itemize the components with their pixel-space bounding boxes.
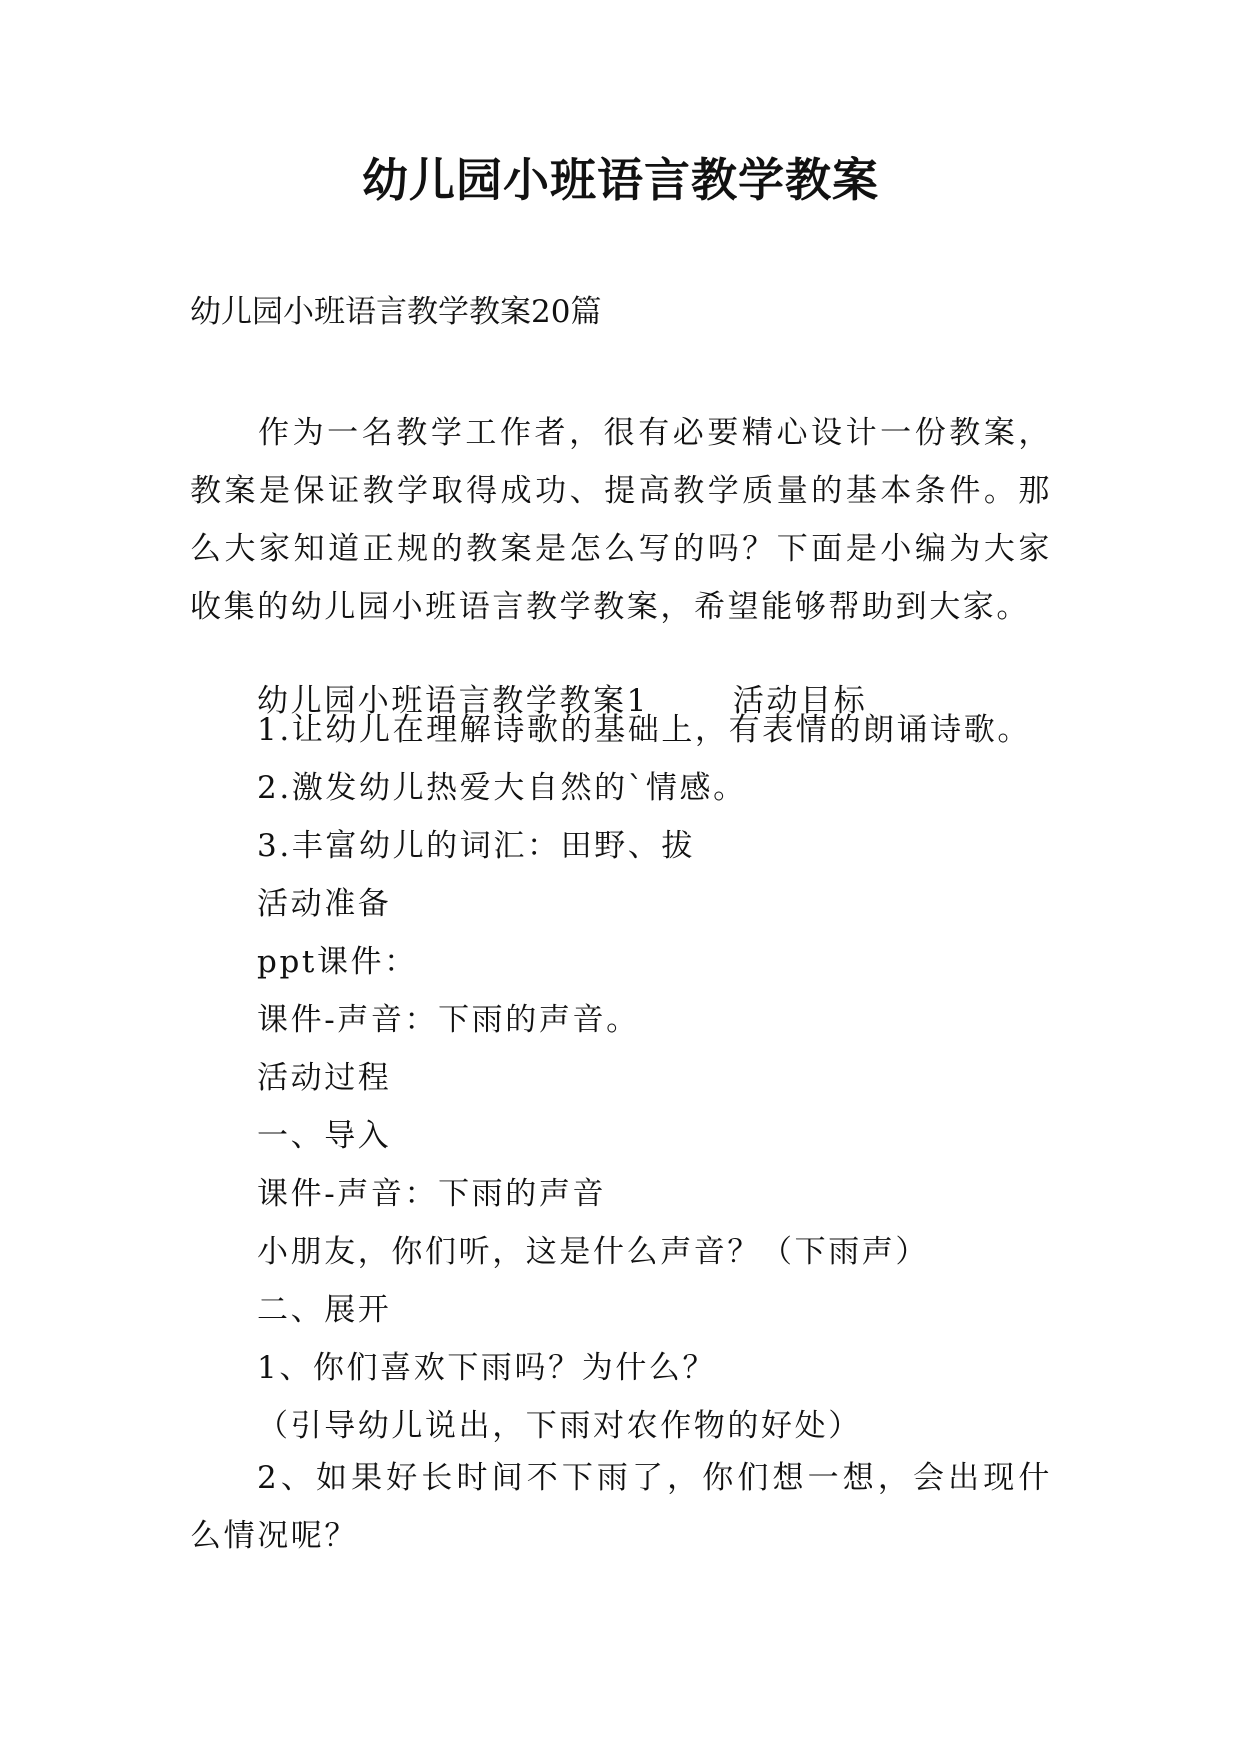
body-line: 活动过程 [257, 1060, 392, 1096]
section-heading: 幼儿园小班语言教学教案1 [257, 683, 649, 719]
body-line: 课件-声音：下雨的声音 [257, 1176, 607, 1212]
body-line: 3.丰富幼儿的词汇：田野、拔 [257, 828, 695, 864]
document-title: 幼儿园小班语言教学教案 [362, 153, 879, 207]
body-line: （引导幼儿说出，下雨对农作物的好处） [257, 1408, 862, 1444]
body-line: 1、你们喜欢下雨吗？为什么？ [257, 1350, 717, 1386]
activity-goal-label: 活动目标 [732, 683, 868, 719]
body-line: 课件-声音：下雨的声音。 [257, 1002, 640, 1038]
body-line: 一、导入 [257, 1118, 392, 1154]
body-line: 活动准备 [257, 886, 392, 922]
body-line: ppt课件： [257, 944, 418, 980]
intro-paragraph: 作为一名教学工作者，很有必要精心设计一份教案，教案是保证教学取得成功、提高教学质量的基本条件。那么大家知道正规的教案是怎么写的吗？下面是小编为大家收集的幼儿园小班语言教学教案，希望能够帮助到大家。 [190, 415, 1052, 625]
body-line: 2.激发幼儿热爱大自然的`情感。 [257, 770, 747, 806]
body-line: 1.让幼儿在理解诗歌的基础上，有表情的朗诵诗歌。 [257, 712, 1031, 748]
body-line: 小朋友，你们听，这是什么声音？（下雨声） [257, 1234, 929, 1270]
document-subtitle: 幼儿园小班语言教学教案20篇 [190, 294, 602, 330]
last-paragraph: 2、如果好长时间不下雨了，你们想一想，会出现什么情况呢？ [190, 1460, 1052, 1554]
body-line: 二、展开 [257, 1292, 392, 1328]
